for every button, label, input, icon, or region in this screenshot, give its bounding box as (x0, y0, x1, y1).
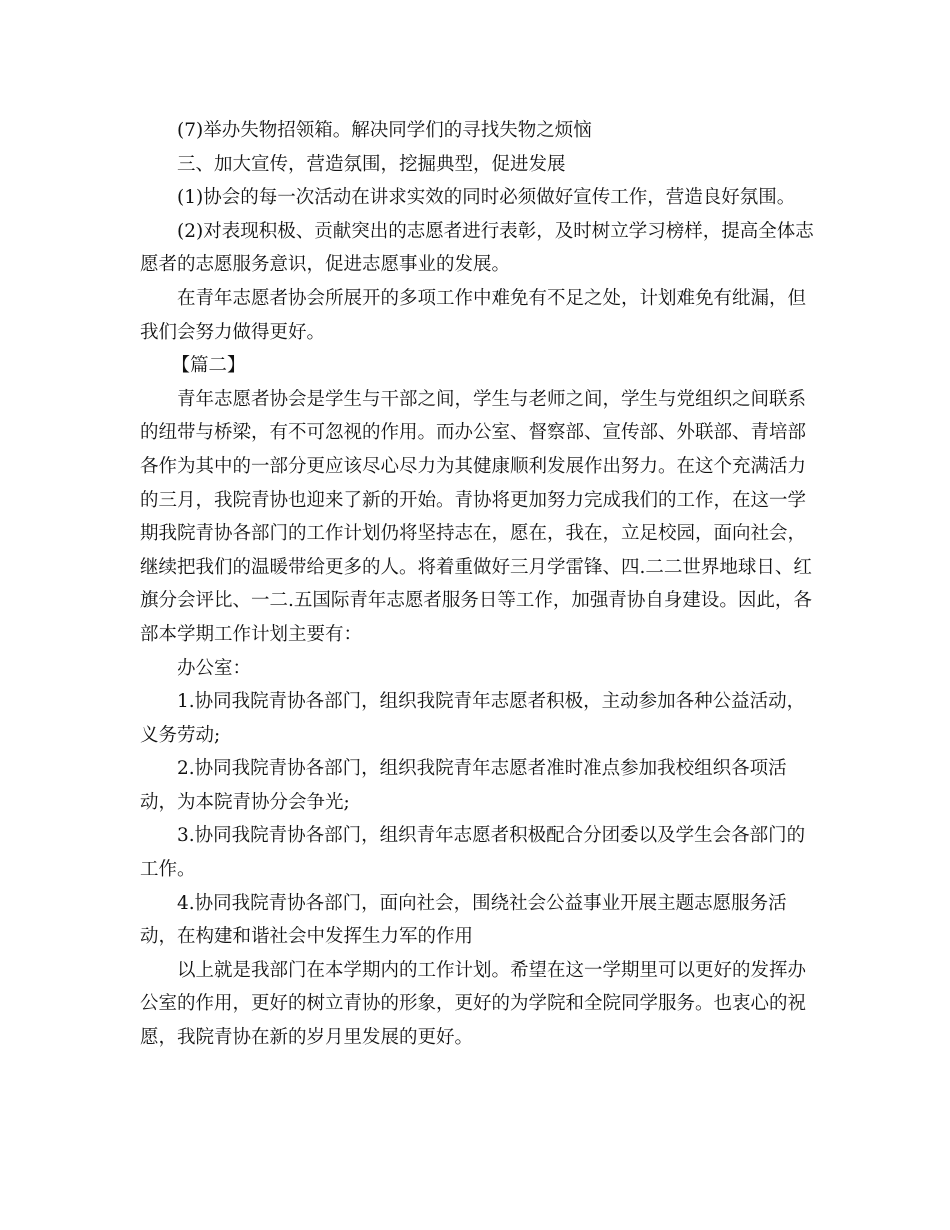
paragraph-publicity-item-1: (1)协会的每一次活动在讲求实效的同时必须做好宣传工作，营造良好氛围。 (177, 187, 796, 209)
list-item-office-3: 3.协同我院青协各部门，组织青年志愿者积极配合分团委以及学生会各部门的工作。 (140, 825, 806, 881)
paragraph-lost-found-box: (7)举办失物招领箱。解决同学们的寻找失物之烦恼 (177, 120, 592, 141)
document-body (140, 114, 820, 1055)
paragraph-closing-part-one: 在青年志愿者协会所展开的多项工作中难免有不足之处，计划难免有纰漏，但我们会努力做得更好。 (140, 287, 807, 343)
section-heading-publicity: 三、加大宣传，营造氛围，挖掘典型，促进发展 (177, 153, 566, 175)
paragraph-publicity-item-2: (2)对表现积极、贡献突出的志愿者进行表彰，及时树立学习榜样，提高全体志愿者的志愿服务意识，促进志愿事业的发展。 (140, 220, 814, 276)
list-item-office-1: 1.协同我院青协各部门，组织我院青年志愿者积极，主动参加各种公益活动，义务劳动; (140, 691, 806, 746)
paragraph-conclusion: 以上就是我部门在本学期内的工作计划。希望在这一学期里可以更好的发挥办公室的作用，更好的树立青协的形象，更好的为学院和全院同学服务。也衷心的祝愿，我院青协在新的岁月里发展的更好。 (140, 959, 807, 1049)
list-item-office-4: 4.协同我院青协各部门，面向社会，围绕社会公益事业开展主题志愿服务活动，在构建和谐社会中发挥生力军的作用 (140, 892, 787, 948)
chapter-heading-part-two: 【篇二】 (171, 355, 246, 377)
department-label-office: 办公室： (177, 657, 252, 679)
list-item-office-2: 2.协同我院青协各部门，组织我院青年志愿者准时准点参加我校组织各项活动，为本院青协分会争光; (140, 758, 787, 813)
paragraph-introduction: 青年志愿者协会是学生与干部之间，学生与老师之间，学生与党组织之间联系的纽带与桥梁，有不可忽视的作用。而办公室、督察部、宣传部、外联部、青培部各作为其中的一部分更应该尽心尽力为其健康顺利发展作出努力。在这个充满活力的三月，我院青协也迎来了新的开始。青协将更加努力完成我们的工作，在这一学期我院青协各部门的工作计划仍将坚持志在，愿在，我在，立足校园，面向社会，继续把我们的温暖带给更多的人。将着重做好三月学雷锋、四.二二世界地球日、红旗分会评比、一二.五国际青年志愿者服务日等工作，加强青协自身建设。因此，各部本学期工作计划主要有： (140, 388, 812, 645)
